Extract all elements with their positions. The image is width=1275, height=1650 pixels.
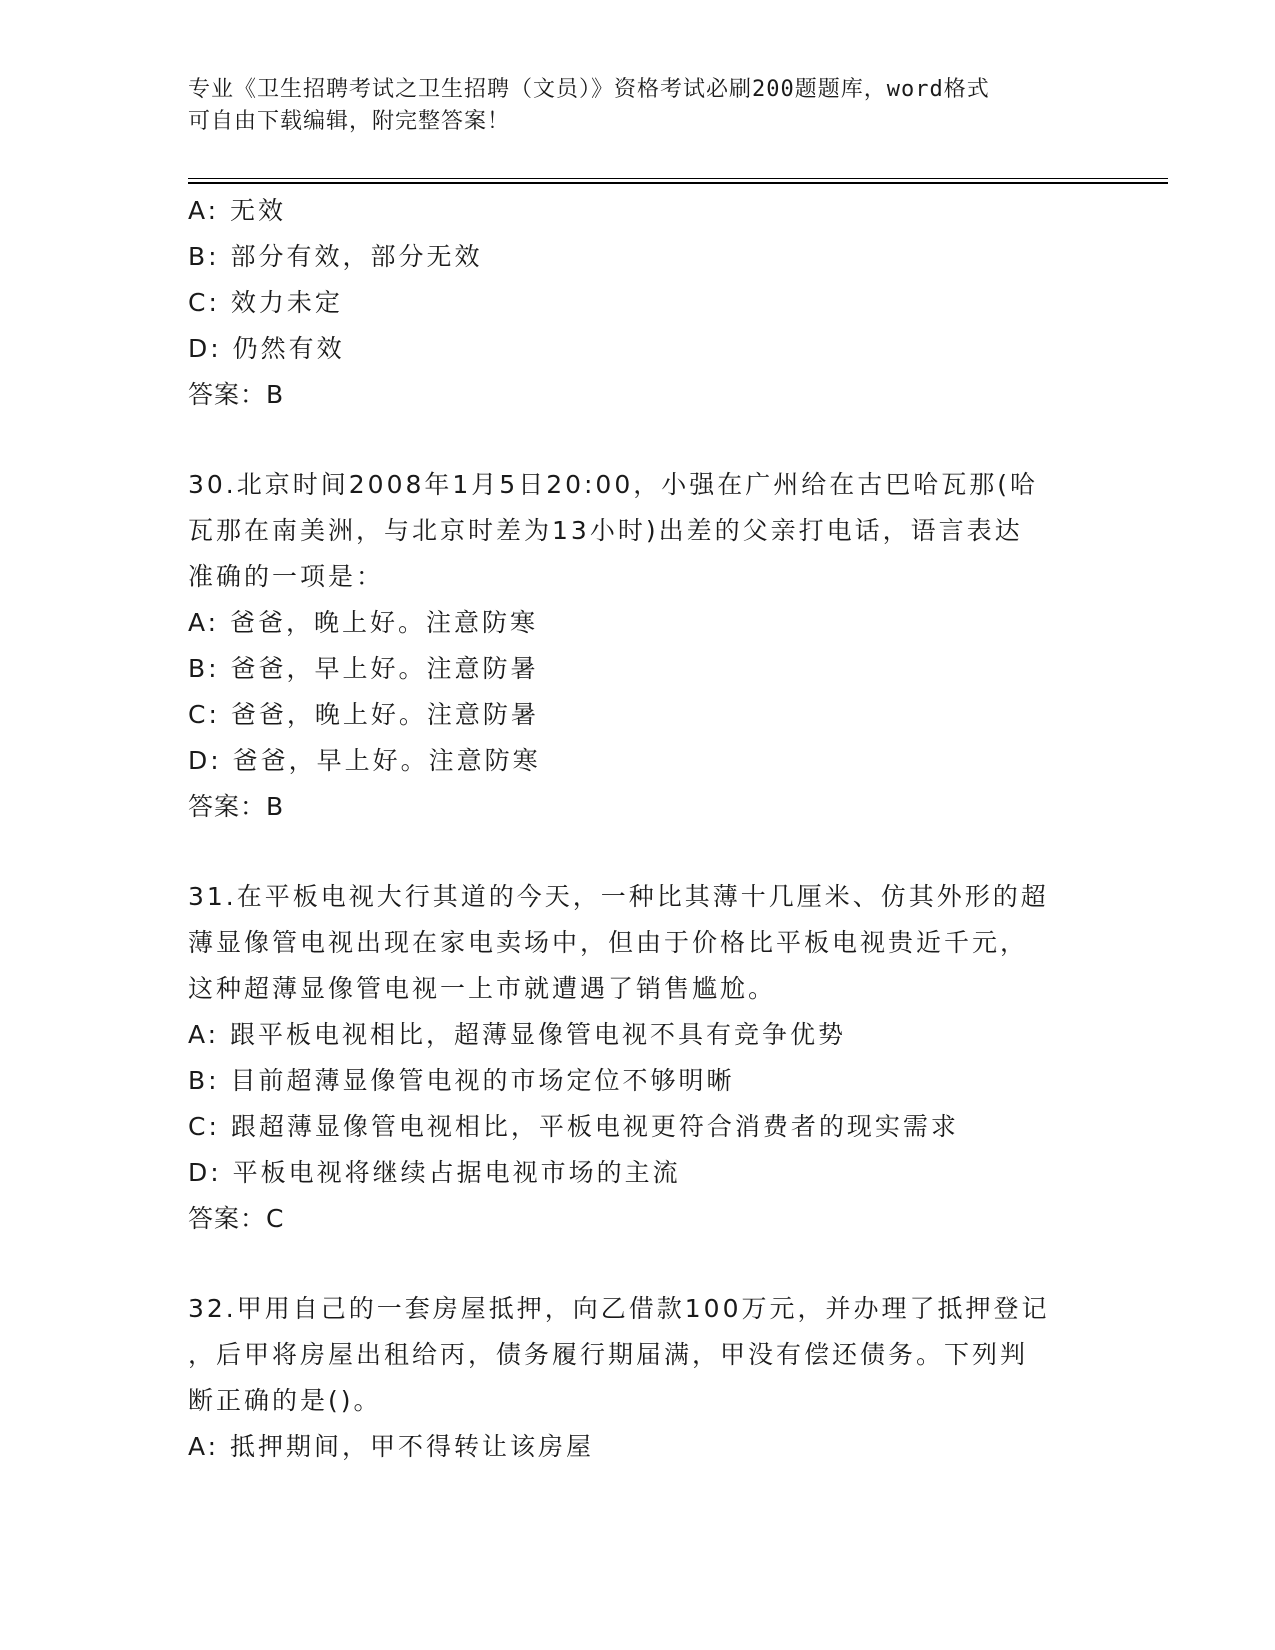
question-text-line: 薄显像管电视出现在家电卖场中，但由于价格比平板电视贵近千元， xyxy=(188,928,1029,957)
option-c: C: 爸爸，晚上好。注意防暑 xyxy=(188,700,539,729)
question-text-line: 准确的一项是： xyxy=(188,562,385,591)
header-line-2: 可自由下载编辑，附完整答案！ xyxy=(188,109,511,134)
answer-line: 答案：B xyxy=(188,380,285,409)
option-a: A: 跟平板电视相比，超薄显像管电视不具有竞争优势 xyxy=(188,1020,847,1049)
header-line-1: 专业《卫生招聘考试之卫生招聘（文员）》资格考试必刷200题题库，word格式 xyxy=(188,77,990,102)
option-b: B: 爸爸，早上好。注意防暑 xyxy=(188,654,539,683)
document-header xyxy=(188,74,1088,138)
question-text-line: ，后甲将房屋出租给丙，债务履行期届满，甲没有偿还债务。下列判 xyxy=(188,1340,1029,1369)
option-d: D: 平板电视将继续占据电视市场的主流 xyxy=(188,1158,681,1187)
option-b: B: 部分有效，部分无效 xyxy=(188,242,483,271)
question-29-continued xyxy=(188,188,1088,418)
question-32 xyxy=(188,1286,1088,1470)
answer-line: 答案：B xyxy=(188,792,285,821)
question-31 xyxy=(188,874,1088,1242)
option-c: C: 效力未定 xyxy=(188,288,343,317)
header-rule-thin xyxy=(188,178,1168,179)
answer-line: 答案：C xyxy=(188,1204,285,1233)
header-rule-thick xyxy=(188,182,1168,184)
option-d: D: 仍然有效 xyxy=(188,334,345,363)
option-a: A: 无效 xyxy=(188,196,287,225)
option-b: B: 目前超薄显像管电视的市场定位不够明晰 xyxy=(188,1066,735,1095)
option-c: C: 跟超薄显像管电视相比，平板电视更符合消费者的现实需求 xyxy=(188,1112,959,1141)
question-text-line: 这种超薄显像管电视一上市就遭遇了销售尴尬。 xyxy=(188,974,777,1003)
option-a: A: 抵押期间，甲不得转让该房屋 xyxy=(188,1432,595,1461)
option-a: A: 爸爸，晚上好。注意防寒 xyxy=(188,608,539,637)
option-d: D: 爸爸，早上好。注意防寒 xyxy=(188,746,541,775)
question-text-line: 30.北京时间2008年1月5日20:00，小强在广州给在古巴哈瓦那(哈 xyxy=(188,470,1038,499)
question-text-line: 32.甲用自己的一套房屋抵押，向乙借款100万元，并办理了抵押登记 xyxy=(188,1294,1050,1323)
question-text-line: 31.在平板电视大行其道的今天，一种比其薄十几厘米、仿其外形的超 xyxy=(188,882,1049,911)
document-body xyxy=(188,188,1088,1470)
question-text-line: 断正确的是()。 xyxy=(188,1386,382,1415)
question-text-line: 瓦那在南美洲，与北京时差为13小时)出差的父亲打电话，语言表达 xyxy=(188,516,1023,545)
question-30 xyxy=(188,462,1088,830)
